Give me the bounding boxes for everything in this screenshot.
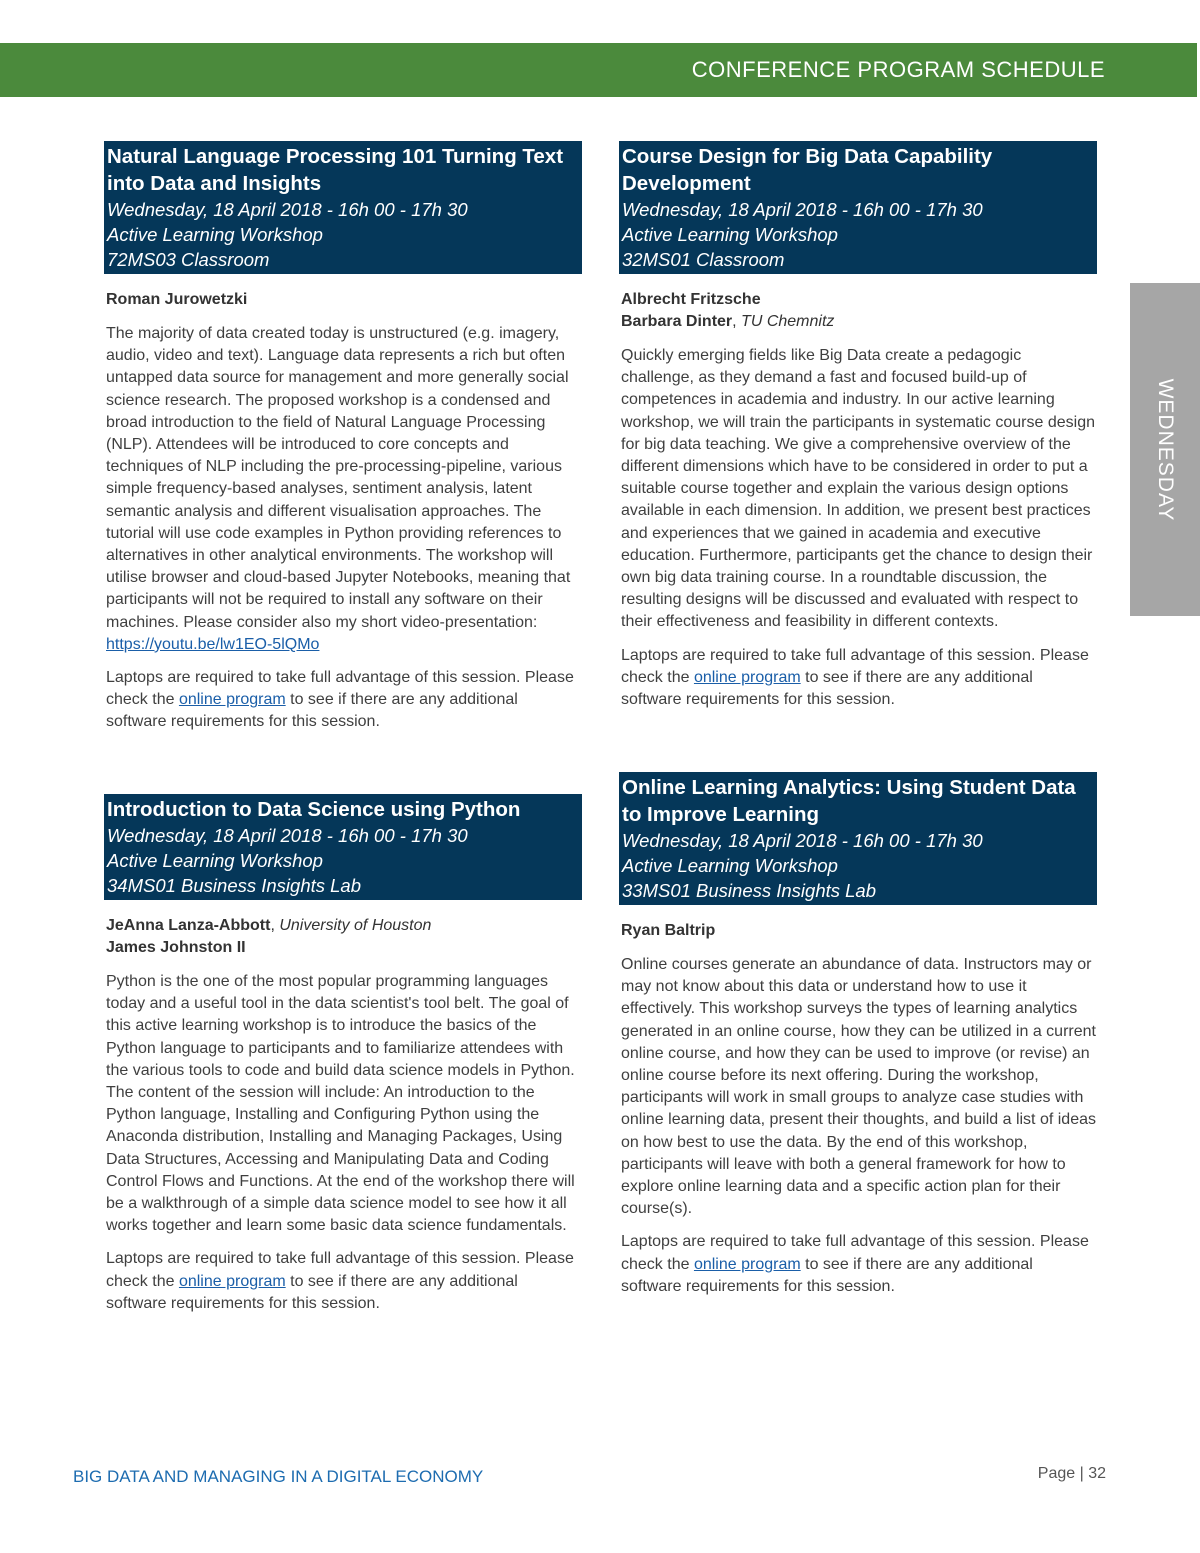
session-title: Online Learning Analytics: Using Student Data to Improve Learning — [622, 776, 1076, 826]
session-room: 72MS03 Classroom — [107, 249, 270, 270]
session-title: Introduction to Data Science using Python — [107, 798, 521, 821]
video-link[interactable]: https://youtu.be/lw1EO-5lQMo — [106, 635, 320, 653]
online-program-link[interactable]: online program — [693, 668, 801, 686]
presenter-list — [104, 289, 582, 311]
presenter — [621, 920, 1097, 942]
presenter-name: Ryan Baltrip — [621, 922, 716, 939]
session-card — [104, 141, 582, 734]
presenter-name: Barbara Dinter — [621, 313, 733, 330]
session-title: Natural Language Processing 101 Turning Text into Data and Insights — [107, 145, 564, 195]
laptop-note-text: Laptops are required to take full advantage of this session. Please check the — [106, 1250, 574, 1290]
presenter-affiliation: TU Chemnitz — [741, 313, 835, 330]
session-type: Active Learning Workshop — [107, 850, 323, 871]
laptop-note-text-end: to see if there are any additional software requirements for this session. — [621, 1255, 1033, 1295]
page-number: 32 — [1088, 1465, 1106, 1482]
footer-publication-title: BIG DATA AND MANAGING IN A DIGITAL ECONOMY — [73, 1467, 484, 1486]
session-type: Active Learning Workshop — [622, 224, 838, 245]
page-number-label — [1038, 1465, 1106, 1483]
session-header — [619, 772, 1097, 905]
session-card — [104, 794, 582, 1315]
session-description — [104, 323, 582, 656]
laptop-note-text: Laptops are required to take full advantage of this session. Please check the — [621, 1233, 1089, 1273]
laptop-note-text-end: to see if there are any additional software requirements for this session. — [621, 668, 1033, 709]
session-header — [619, 141, 1097, 274]
laptop-note — [619, 645, 1097, 712]
session-description-text: Quickly emerging fields like Big Data create a pedagogic challenge, as they demand a fast and focused build-up of competences in academia and industry. In our active learning workshop, we will train the participants in systematic course design for big data teaching. We give a comprehensive overview of the different dimensions which have to be considered in order to put a suitable course together and explain the various design options available in each dimension. In addition, we present best practices and experiences that we gained in academia and executive education. Furthermore, participants get the chance to design their own big data training course. In a roundtable discussion, the resulting designs will be discussed and evaluated with respect to their effectiveness and feasibility in different contexts. — [621, 347, 1095, 631]
online-program-link[interactable]: online program — [178, 691, 286, 709]
presenter — [621, 289, 1097, 311]
online-program-link[interactable]: online program — [178, 1272, 286, 1290]
session-date: Wednesday, 18 April 2018 - 16h 00 - 17h 30 — [622, 199, 983, 220]
presenter-list — [619, 920, 1097, 942]
session-description — [104, 971, 582, 1237]
session-description-text: The majority of data created today is unstructured (e.g. imagery, audio, video and text). Language data represents a rich but often untapped data source for management and more generally social science research. The proposed workshop is a condensed and broad introduction to the field of Natural Language Processing (NLP). Attendees will be introduced to core concepts and techniques of NLP including the pre-processing-pipeline, various simple frequency-based analyses, sentiment analysis, latent semantic analysis and different visualisation approaches. The tutorial will use code examples in Python providing references to alternatives in other analytical environments. The workshop will utilise browser and cloud-based Jupyter Notebooks, meaning that participants will not be required to install any software on their machines. Please consider also my short video-presentation: — [106, 325, 571, 631]
laptop-note — [104, 1248, 582, 1315]
session-room: 32MS01 Classroom — [622, 249, 785, 270]
session-header — [104, 794, 582, 900]
session-title: Course Design for Big Data Capability Development — [622, 145, 993, 195]
presenter: Barbara Dinter, TU Chemnitz — [621, 313, 835, 330]
laptop-note — [619, 1231, 1097, 1298]
session-card — [619, 141, 1097, 711]
session-description — [619, 345, 1097, 634]
presenter-list — [104, 915, 582, 959]
online-program-link[interactable]: online program — [693, 1255, 801, 1273]
page-separator: | — [1079, 1465, 1084, 1482]
session-room: 33MS01 Business Insights Lab — [622, 880, 877, 901]
presenter-name: Albrecht Fritzsche — [621, 291, 761, 308]
presenter-name: JeAnna Lanza-Abbott — [106, 917, 271, 934]
session-type: Active Learning Workshop — [622, 855, 838, 876]
session-header — [104, 141, 582, 274]
session-date: Wednesday, 18 April 2018 - 16h 00 - 17h 30 — [107, 199, 468, 220]
page-title: CONFERENCE PROGRAM SCHEDULE — [691, 57, 1105, 82]
presenter: JeAnna Lanza-Abbott, University of Houston — [106, 917, 432, 934]
presenter-name: Roman Jurowetzki — [106, 291, 248, 308]
presenter-list — [619, 289, 1097, 333]
presenter — [106, 937, 582, 959]
session-type: Active Learning Workshop — [107, 224, 323, 245]
laptop-note-text: Laptops are required to take full advantage of this session. Please check the — [106, 669, 574, 709]
header-bar — [0, 43, 1197, 97]
presenter — [106, 289, 582, 311]
laptop-note-text: Laptops are required to take full advantage of this session. Please check the — [621, 646, 1089, 686]
presenter-name: James Johnston II — [106, 939, 246, 956]
session-date: Wednesday, 18 April 2018 - 16h 00 - 17h 30 — [622, 830, 983, 851]
session-description-text: Python is the one of the most popular programming languages today and a useful tool in the data scientist's tool belt. The goal of this active learning workshop is to introduce the basics of the Python language to participants and to familiarize attendees with the various tools to code and build data science models in Python. The content of the session will include: An introduction to the Python language, Installing and Configuring Python using the Anaconda distribution, Installing and Managing Packages, Using Data Structures, Accessing and Manipulating Data and Coding Control Flows and Functions. At the end of the workshop there will be a walkthrough of a simple data science model to see how it all works together and learn some basic data science fundamentals. — [106, 973, 575, 1235]
day-side-tab — [1130, 283, 1200, 616]
laptop-note-text-end: to see if there are any additional software requirements for this session. — [106, 691, 518, 731]
presenter-affiliation: University of Houston — [279, 917, 432, 934]
page-label: Page — [1037, 1465, 1076, 1482]
laptop-note-text-end: to see if there are any additional software requirements for this session. — [106, 1272, 518, 1312]
day-side-tab-label: WEDNESDAY — [1154, 378, 1177, 521]
session-description — [619, 954, 1097, 1220]
session-card — [619, 772, 1097, 1298]
laptop-note — [104, 667, 582, 734]
session-date: Wednesday, 18 April 2018 - 16h 00 - 17h 30 — [107, 825, 468, 846]
session-description-text: Online courses generate an abundance of data. Instructors may or may not know about this data or understand how to use it effectively. This workshop surveys the types of learning analytics generated in an online course, how they can be utilized in a current online course, and how they can be used to improve (or revise) an online course before its next offering. During the workshop, participants will work in small groups to analyze case studies with online learning data, present their thoughts, and build a list of ideas on how best to use the data. By the end of this workshop, participants will leave with both a general framework for how to explore online learning data and a specific action plan for their course(s). — [621, 956, 1096, 1218]
session-room: 34MS01 Business Insights Lab — [107, 875, 362, 896]
